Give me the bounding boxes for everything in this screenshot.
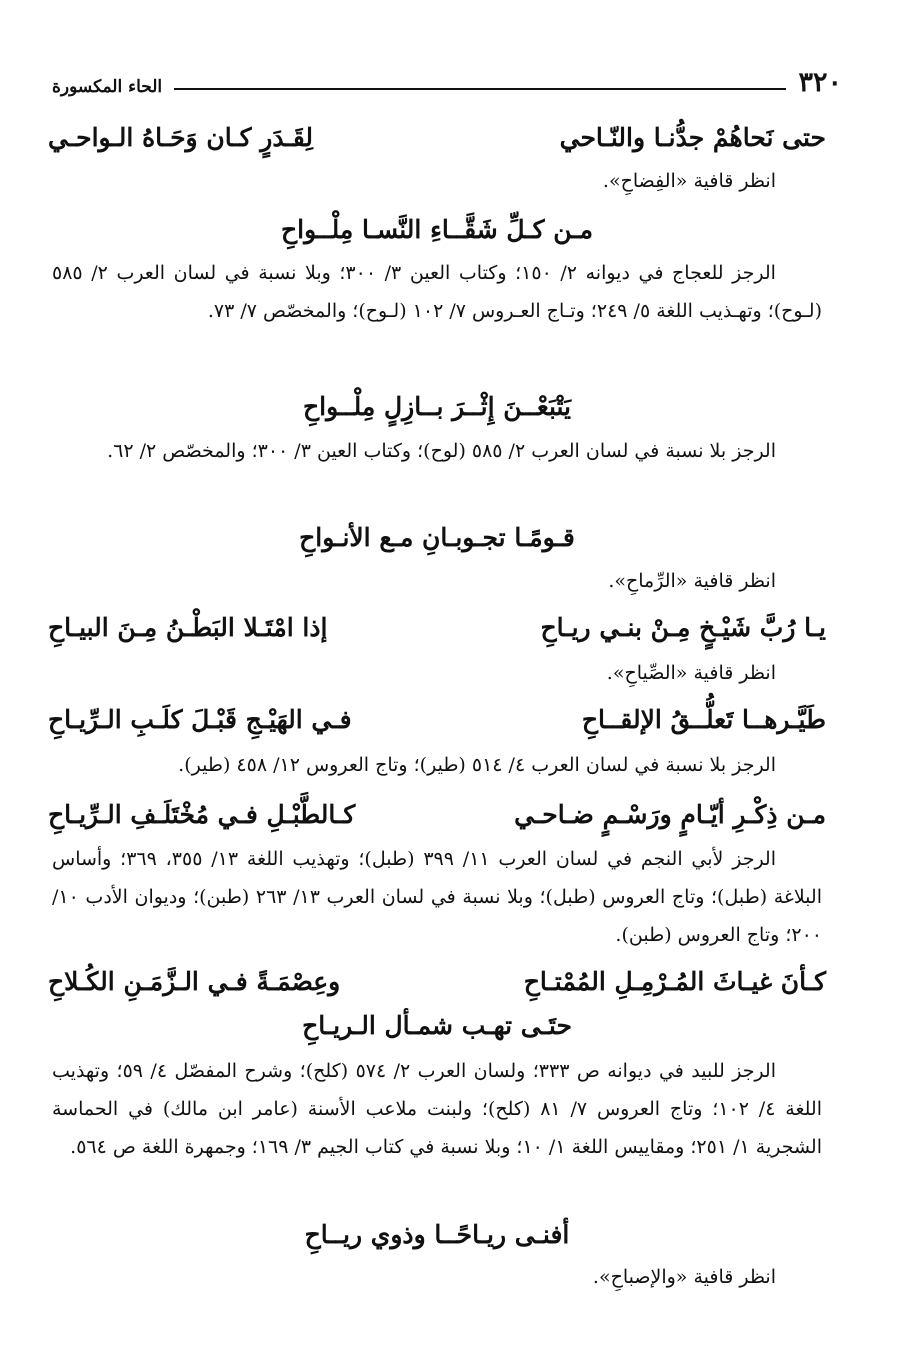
verse-second-hemistich: لِقَـدَرٍ كـان وَحَـاهُ الـواحـي [48,123,314,152]
verse-second-hemistich: إذا امْتَـلا البَطْـنُ مِـنَ البيـاحِ [48,613,328,642]
cross-reference-note: انظر قافية «الصِّياحِ». [606,662,776,684]
citation-paragraph-5: الرجز للبيد في ديوانه ص ٣٣٣؛ ولسان العرب ٢/ ٥٧٤ (كلح)؛ وشرح المفصّل ٤/ ٥٩؛ وتهذيب اللغة ٤/ ١٠٢؛ وتاج العروس ٧/ ٨١ (كلح)؛ ولبنت ملاعب الأسنة (عامر ابن مالك) في الحماسة الشجرية ١/ ٢٥١؛ ومقاييس اللغة ١/ ١٠؛ وبلا نسبة في كتاب الجيم ٣/ ١٦٩؛ وجمهرة اللغة ص ٥٦٤. [52,1060,822,1158]
header-rule [174,88,786,90]
cross-reference-note: انظر قافية «الفِضاحِ». [602,170,776,192]
citation-paragraph-2: الرجز بلا نسبة في لسان العرب ٢/ ٥٨٥ (لوح)؛ وكتاب العين ٣/ ٣٠٠؛ والمخصّص ٢/ ٦٢. [107,440,776,462]
verse-first-hemistich: كـأنَ غيـاثَ المُـرْمِـلِ المُمْتـاحِ [523,967,826,996]
cross-reference-note: انظر قافية «والإصباحِ». [592,1266,776,1288]
verse-first-hemistich: طَيَّـرهــا تَعلُّــقُ الإلقــاحِ [581,705,826,734]
verse-7 [48,795,826,839]
running-title: الحاء المكسورة [52,77,163,97]
page-header [52,60,842,96]
verse-8 [48,962,826,1006]
verse-1 [48,118,826,162]
verse-3: يَتْبَعْــنَ إِثْــرَ بــازِلٍ مِلْــواحِ [302,392,572,421]
verse-first-hemistich: مـن ذِكْـرِ أيّـامٍ ورَسْـمٍ ضـاحـي [514,800,826,829]
verse-8-continuation: حتَـى تهـب شمـأل الـريـاحِ [302,1011,572,1040]
citation-paragraph-3: الرجز بلا نسبة في لسان العرب ٤/ ٥١٤ (طير)؛ وتاج العروس ١٢/ ٤٥٨ (طير). [178,754,776,776]
verse-second-hemistich: فـي الهَيْـجِ قَبْـلَ كلَـبِ الـرِّيـاحِ [48,705,352,734]
verse-first-hemistich: يـا رُبَّ شَيْـخٍ مِـنْ بنـي ريـاحِ [540,613,826,642]
verse-6 [48,700,826,744]
cross-reference-note: انظر قافية «الرِّماحِ». [608,570,776,592]
citation-paragraph-4: الرجز لأبي النجم في لسان العرب ١١/ ٣٩٩ (طبل)؛ وتهذيب اللغة ١٣/ ٣٥٥، ٣٦٩؛ وأساس البلاغة (طبل)؛ وتاج العروس (طبل)؛ وبلا نسبة في لسان العرب ١٣/ ٢٦٣ (طبن)؛ وديوان الأدب ١٠/ ٢٠٠؛ وتاج العروس (طبن). [52,848,822,946]
verse-first-hemistich: حتى نَحاهُمْ جدُّنـا والنّـاحي [559,123,826,152]
verse-4: قـومًـا تجـوبـانِ مـع الأنـواحِ [299,523,575,552]
verse-second-hemistich: كـالطَّبْـلِ فـي مُخْتَلَـفِ الـرِّيـاحِ [48,800,356,829]
verse-2: مـن كـلِّ شَقَّــاءِ النَّسـا مِلْــواحِ [281,215,593,244]
citation-paragraph-1: الرجز للعجاج في ديوانه ٢/ ١٥٠؛ وكتاب العين ٣/ ٣٠٠؛ وبلا نسبة في لسان العرب ٢/ ٥٨٥ (لـوح)؛ وتهـذيب اللغة ٥/ ٢٤٩؛ وتـاج العـروس ٧/ ١٠٢ (لـوح)؛ والمخصّص ٧/ ٧٣. [52,262,822,322]
verse-9: أفنـى ريـاحًــا وذوي ريــاحِ [304,1220,570,1249]
verse-5 [48,608,826,652]
page-number: ٣٢٠ [798,67,842,98]
verse-second-hemistich: وعِصْمَـةً فـي الـزَّمَـنِ الكُـلاحِ [48,967,341,996]
